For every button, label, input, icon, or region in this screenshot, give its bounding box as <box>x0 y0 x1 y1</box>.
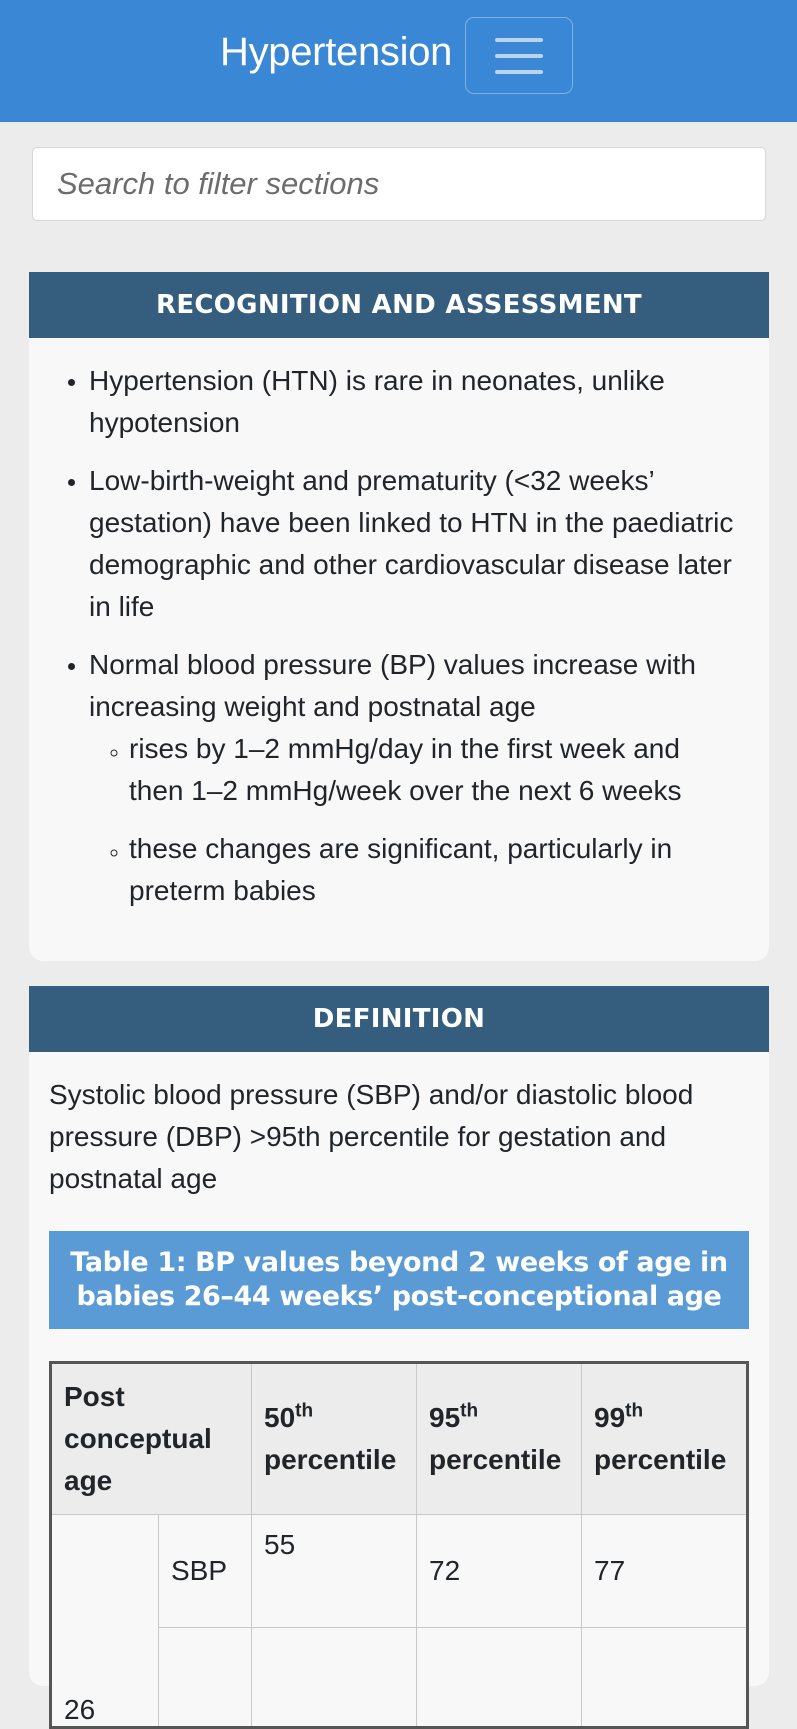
p50-cell <box>252 1628 417 1728</box>
hamburger-menu-icon <box>495 38 543 42</box>
column-header-99th: 99th percentile <box>582 1363 748 1515</box>
definition-card <box>29 986 769 1725</box>
list-item <box>89 644 739 912</box>
column-header-50th: 50th percentile <box>252 1363 417 1515</box>
definition-header[interactable]: DEFINITION <box>29 986 769 1052</box>
table-caption: Table 1: BP values beyond 2 weeks of age in babies 26–44 weeks’ post-conceptional age <box>49 1231 749 1329</box>
recognition-header[interactable]: RECOGNITION AND ASSESSMENT <box>29 272 769 338</box>
bp-values-table <box>49 1361 749 1729</box>
list-item-text: Normal blood pressure (BP) values increase with increasing weight and postnatal age <box>89 649 696 722</box>
hamburger-menu-icon-bar <box>495 70 543 74</box>
definition-text: Systolic blood pressure (SBP) and/or diastolic blood pressure (DBP) >95th percentile for gestation and postnatal age <box>49 1079 694 1194</box>
column-header-95th: 95th percentile <box>417 1363 582 1515</box>
recognition-list <box>29 338 769 912</box>
column-header-age: Post conceptual age <box>51 1363 252 1515</box>
p95-cell: 72 <box>417 1515 582 1628</box>
search-input[interactable] <box>32 147 766 221</box>
list-item: • Low-birth-weight and prematurity (<32 weeks’ gestation) have been linked to HTN in the paediatric demographic and other cardiovascular disease later in life <box>89 460 739 628</box>
p99-cell: 77 <box>582 1515 748 1628</box>
measure-cell: SBP <box>159 1515 252 1628</box>
navbar-title[interactable]: Hypertension <box>220 30 453 74</box>
list-item: • Hypertension (HTN) is rare in neonates, unlike hypotension <box>89 360 739 444</box>
table-row <box>51 1515 748 1628</box>
sub-list-item: ◦ rises by 1–2 mmHg/day in the first week and then 1–2 mmHg/week over the next 6 weeks <box>129 728 739 812</box>
p50-cell: 55 <box>252 1515 417 1628</box>
hamburger-menu-button[interactable] <box>465 17 573 94</box>
p99-cell <box>582 1628 748 1728</box>
sub-list <box>89 728 739 912</box>
p95-cell <box>417 1628 582 1728</box>
measure-cell <box>159 1628 252 1728</box>
hamburger-menu-icon-bar <box>495 54 543 58</box>
top-navbar <box>0 0 797 122</box>
sub-list-item: ◦ these changes are significant, particularly in preterm babies <box>129 828 739 912</box>
age-cell: 26 <box>51 1515 159 1728</box>
recognition-card <box>29 272 769 961</box>
